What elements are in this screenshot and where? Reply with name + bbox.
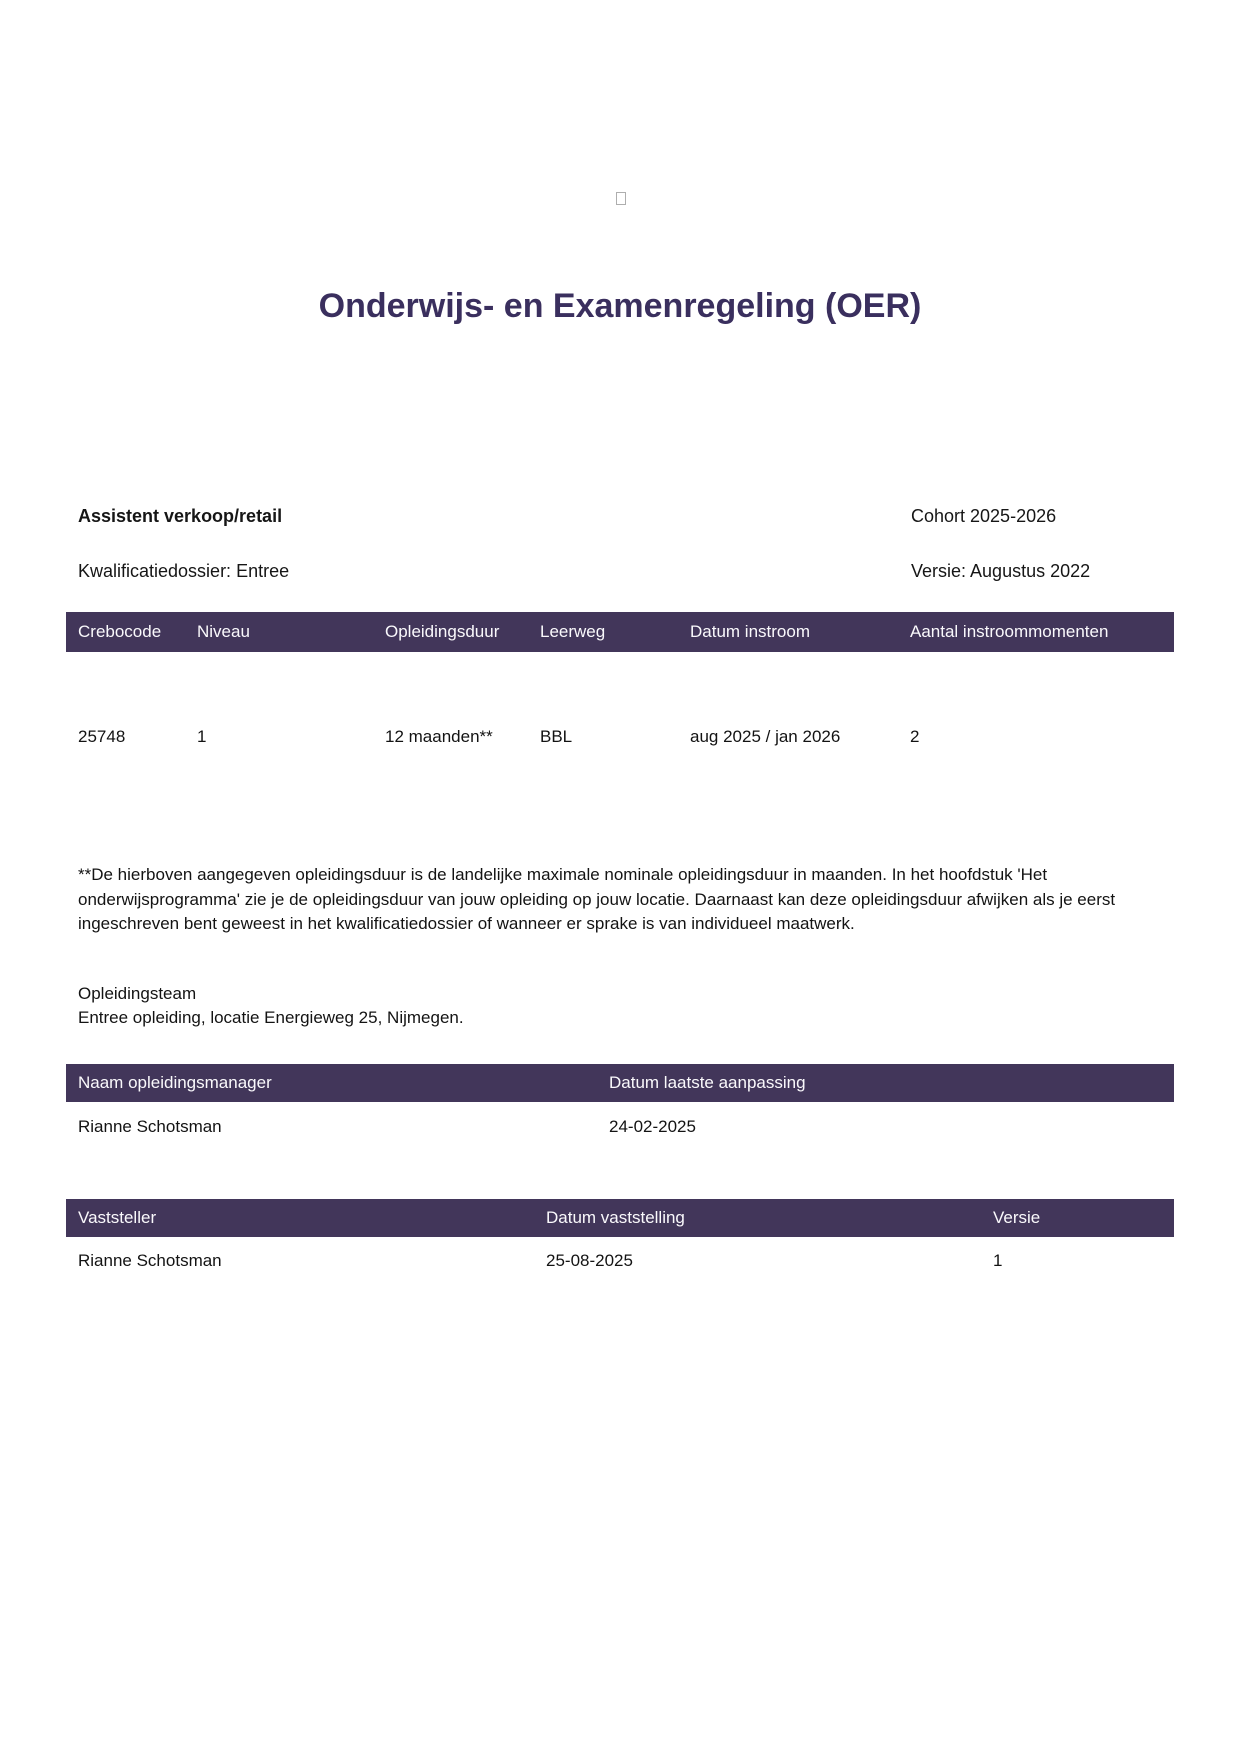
- intake-table-row: [66, 722, 1174, 752]
- page-title: Onderwijs- en Examenregeling (OER): [318, 286, 922, 325]
- column-header-niveau: Niveau: [197, 622, 250, 641]
- column-header-naam-opleidingsmanager: Naam opleidingsmanager: [78, 1073, 272, 1092]
- meta-row-program: [0, 506, 1240, 530]
- datum-instroom-value: aug 2025 / jan 2026: [690, 727, 841, 746]
- datum-laatste-aanpassing-value: 24-02-2025: [609, 1117, 696, 1136]
- opleidingsteam-location: Entree opleiding, locatie Energieweg 25, Nijmegen.: [78, 1008, 464, 1027]
- manager-table-header: [66, 1064, 1174, 1102]
- cohort-label: Cohort 2025-2026: [911, 506, 1057, 526]
- leerweg-value: BBL: [540, 727, 573, 746]
- manager-table-row: [66, 1112, 1174, 1142]
- vaststelling-table-header: [66, 1199, 1174, 1237]
- column-header-datum-instroom: Datum instroom: [690, 622, 810, 641]
- meta-row-dossier: [0, 561, 1240, 585]
- version-label: Versie: Augustus 2022: [911, 561, 1091, 581]
- missing-image-icon: [616, 192, 626, 205]
- niveau-value: 1: [197, 727, 207, 746]
- versie-value: 1: [993, 1251, 1003, 1270]
- opleidingsteam-title: Opleidingsteam: [78, 984, 197, 1003]
- column-header-versie: Versie: [993, 1208, 1041, 1227]
- crebocode-value: 25748: [78, 727, 126, 746]
- vaststelling-table-row: [66, 1246, 1174, 1276]
- qualification-dossier-label: Kwalificatiedossier: Entree: [78, 561, 290, 581]
- column-header-crebocode: Crebocode: [78, 622, 162, 641]
- datum-vaststelling-value: 25-08-2025: [546, 1251, 633, 1270]
- column-header-datum-vaststelling: Datum vaststelling: [546, 1208, 685, 1227]
- column-header-opleidingsduur: Opleidingsduur: [385, 622, 500, 641]
- column-header-datum-laatste-aanpassing: Datum laatste aanpassing: [609, 1073, 806, 1092]
- vaststeller-name-value: Rianne Schotsman: [78, 1251, 222, 1270]
- aantal-instroommomenten-value: 2: [910, 727, 920, 746]
- opleidingsduur-value: 12 maanden**: [385, 727, 493, 746]
- opleidingsmanager-name-value: Rianne Schotsman: [78, 1117, 222, 1136]
- opleidingsteam-block: [78, 982, 978, 1030]
- column-header-vaststeller: Vaststeller: [78, 1208, 157, 1227]
- duration-note-paragraph: **De hierboven aangegeven opleidingsduur is de landelijke maximale nominale opleidingsduur in maanden. In het hoofdstuk 'Het onderwijsprogramma' zie je de opleidingsduur van jouw opleiding op jouw locatie. Daarnaast kan deze opleidingsduur afwijken als je eerst ingeschreven bent geweest in het kwalificatiedossier of wanneer er sprake is van individueel maatwerk.: [78, 865, 1116, 933]
- intake-table-header: [66, 612, 1174, 652]
- program-name: Assistent verkoop/retail: [78, 506, 283, 526]
- column-header-aantal-instroommomenten: Aantal instroommomenten: [910, 622, 1109, 641]
- column-header-leerweg: Leerweg: [540, 622, 606, 641]
